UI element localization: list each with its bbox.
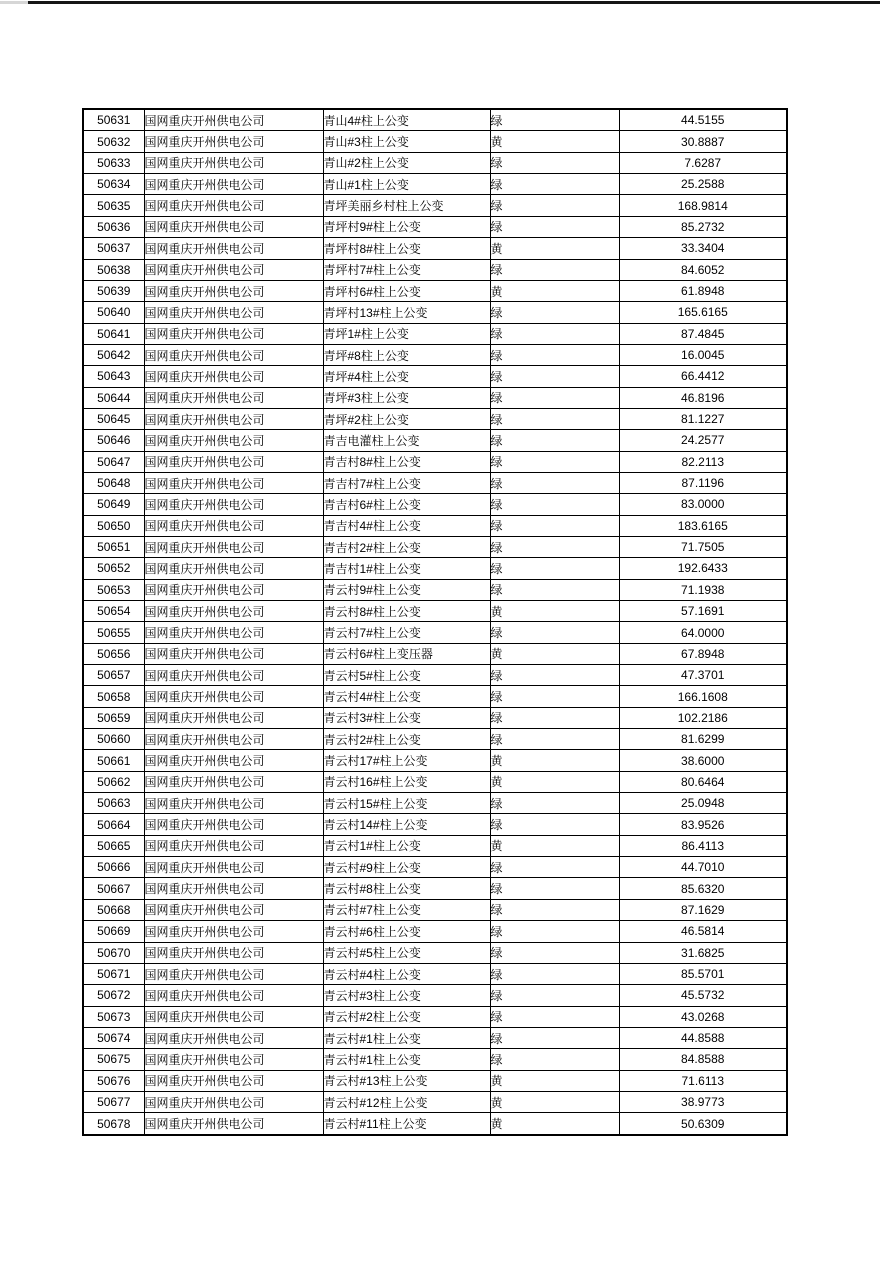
cell-status-color: 绿 (490, 985, 619, 1006)
cell-row-id: 50650 (83, 515, 144, 536)
cell-company-name: 国网重庆开州供电公司 (144, 857, 323, 878)
cell-row-id: 50664 (83, 814, 144, 835)
cell-status-color: 绿 (490, 323, 619, 344)
cell-load-value: 46.8196 (619, 387, 787, 408)
transformer-table-body (83, 109, 787, 1135)
cell-load-value: 16.0045 (619, 344, 787, 365)
cell-row-id: 50661 (83, 750, 144, 771)
cell-company-name: 国网重庆开州供电公司 (144, 152, 323, 173)
cell-load-value: 30.8887 (619, 131, 787, 152)
cell-row-id: 50663 (83, 793, 144, 814)
cell-transformer-name: 青云村#12柱上公变 (323, 1091, 490, 1112)
cell-transformer-name: 青吉村6#柱上公变 (323, 494, 490, 515)
cell-status-color: 绿 (490, 494, 619, 515)
cell-load-value: 86.4113 (619, 835, 787, 856)
cell-company-name: 国网重庆开州供电公司 (144, 131, 323, 152)
cell-status-color: 绿 (490, 707, 619, 728)
cell-status-color: 绿 (490, 408, 619, 429)
cell-status-color: 绿 (490, 302, 619, 323)
cell-row-id: 50645 (83, 408, 144, 429)
cell-company-name: 国网重庆开州供电公司 (144, 1091, 323, 1112)
cell-company-name: 国网重庆开州供电公司 (144, 793, 323, 814)
table-row (83, 835, 787, 856)
table-row (83, 622, 787, 643)
cell-company-name: 国网重庆开州供电公司 (144, 302, 323, 323)
cell-load-value: 84.8588 (619, 1049, 787, 1070)
cell-load-value: 25.2588 (619, 174, 787, 195)
cell-load-value: 31.6825 (619, 942, 787, 963)
cell-status-color: 绿 (490, 259, 619, 280)
cell-company-name: 国网重庆开州供电公司 (144, 622, 323, 643)
table-row (83, 174, 787, 195)
cell-row-id: 50674 (83, 1027, 144, 1048)
top-rule (28, 1, 880, 4)
table-row (83, 131, 787, 152)
cell-load-value: 87.1196 (619, 472, 787, 493)
cell-transformer-name: 青吉村2#柱上公变 (323, 536, 490, 557)
cell-company-name: 国网重庆开州供电公司 (144, 707, 323, 728)
cell-company-name: 国网重庆开州供电公司 (144, 238, 323, 259)
cell-transformer-name: 青山4#柱上公变 (323, 109, 490, 131)
cell-row-id: 50676 (83, 1070, 144, 1091)
cell-transformer-name: 青云村2#柱上公变 (323, 729, 490, 750)
cell-transformer-name: 青云村#8柱上公变 (323, 878, 490, 899)
cell-company-name: 国网重庆开州供电公司 (144, 323, 323, 344)
cell-company-name: 国网重庆开州供电公司 (144, 1027, 323, 1048)
cell-transformer-name: 青云村#7柱上公变 (323, 899, 490, 920)
table-container (82, 108, 788, 1136)
table-row (83, 451, 787, 472)
cell-company-name: 国网重庆开州供电公司 (144, 729, 323, 750)
cell-load-value: 44.5155 (619, 109, 787, 131)
cell-status-color: 绿 (490, 387, 619, 408)
cell-status-color: 绿 (490, 729, 619, 750)
cell-row-id: 50659 (83, 707, 144, 728)
table-row (83, 344, 787, 365)
cell-load-value: 61.8948 (619, 280, 787, 301)
cell-status-color: 绿 (490, 814, 619, 835)
cell-status-color: 绿 (490, 558, 619, 579)
table-row (83, 942, 787, 963)
table-row (83, 707, 787, 728)
cell-row-id: 50646 (83, 430, 144, 451)
table-row (83, 814, 787, 835)
cell-company-name: 国网重庆开州供电公司 (144, 366, 323, 387)
cell-status-color: 黄 (490, 1091, 619, 1112)
cell-status-color: 黄 (490, 750, 619, 771)
table-row (83, 238, 787, 259)
cell-load-value: 71.6113 (619, 1070, 787, 1091)
cell-load-value: 38.9773 (619, 1091, 787, 1112)
cell-transformer-name: 青吉村7#柱上公变 (323, 472, 490, 493)
table-row (83, 494, 787, 515)
cell-status-color: 绿 (490, 942, 619, 963)
cell-load-value: 85.6320 (619, 878, 787, 899)
table-row (83, 1027, 787, 1048)
cell-status-color: 黄 (490, 601, 619, 622)
cell-transformer-name: 青坪#8柱上公变 (323, 344, 490, 365)
cell-row-id: 50671 (83, 963, 144, 984)
cell-load-value: 44.8588 (619, 1027, 787, 1048)
cell-row-id: 50669 (83, 921, 144, 942)
cell-status-color: 黄 (490, 131, 619, 152)
cell-company-name: 国网重庆开州供电公司 (144, 942, 323, 963)
table-row (83, 259, 787, 280)
cell-status-color: 绿 (490, 622, 619, 643)
cell-row-id: 50634 (83, 174, 144, 195)
cell-row-id: 50665 (83, 835, 144, 856)
table-row (83, 921, 787, 942)
cell-status-color: 黄 (490, 643, 619, 664)
cell-transformer-name: 青吉村1#柱上公变 (323, 558, 490, 579)
cell-transformer-name: 青云村1#柱上公变 (323, 835, 490, 856)
cell-row-id: 50666 (83, 857, 144, 878)
cell-company-name: 国网重庆开州供电公司 (144, 536, 323, 557)
cell-row-id: 50667 (83, 878, 144, 899)
cell-company-name: 国网重庆开州供电公司 (144, 280, 323, 301)
cell-company-name: 国网重庆开州供电公司 (144, 195, 323, 216)
cell-status-color: 绿 (490, 515, 619, 536)
cell-row-id: 50672 (83, 985, 144, 1006)
cell-row-id: 50635 (83, 195, 144, 216)
cell-load-value: 7.6287 (619, 152, 787, 173)
cell-company-name: 国网重庆开州供电公司 (144, 472, 323, 493)
cell-load-value: 83.0000 (619, 494, 787, 515)
table-row (83, 985, 787, 1006)
cell-load-value: 82.2113 (619, 451, 787, 472)
cell-company-name: 国网重庆开州供电公司 (144, 963, 323, 984)
cell-company-name: 国网重庆开州供电公司 (144, 1049, 323, 1070)
table-row (83, 472, 787, 493)
cell-status-color: 绿 (490, 686, 619, 707)
cell-company-name: 国网重庆开州供电公司 (144, 835, 323, 856)
cell-transformer-name: 青坪村8#柱上公变 (323, 238, 490, 259)
table-row (83, 1006, 787, 1027)
table-row (83, 643, 787, 664)
cell-load-value: 45.5732 (619, 985, 787, 1006)
cell-company-name: 国网重庆开州供电公司 (144, 579, 323, 600)
cell-company-name: 国网重庆开州供电公司 (144, 1070, 323, 1091)
cell-row-id: 50657 (83, 665, 144, 686)
top-rule-lead (0, 1, 28, 4)
table-row (83, 430, 787, 451)
cell-load-value: 67.8948 (619, 643, 787, 664)
cell-load-value: 192.6433 (619, 558, 787, 579)
cell-status-color: 绿 (490, 963, 619, 984)
cell-transformer-name: 青山#1柱上公变 (323, 174, 490, 195)
cell-status-color: 绿 (490, 579, 619, 600)
cell-company-name: 国网重庆开州供电公司 (144, 558, 323, 579)
cell-status-color: 绿 (490, 536, 619, 557)
cell-load-value: 87.4845 (619, 323, 787, 344)
cell-company-name: 国网重庆开州供电公司 (144, 109, 323, 131)
cell-status-color: 绿 (490, 366, 619, 387)
cell-transformer-name: 青坪美丽乡村柱上公变 (323, 195, 490, 216)
cell-company-name: 国网重庆开州供电公司 (144, 921, 323, 942)
cell-status-color: 黄 (490, 238, 619, 259)
cell-status-color: 绿 (490, 451, 619, 472)
cell-row-id: 50640 (83, 302, 144, 323)
cell-row-id: 50639 (83, 280, 144, 301)
cell-company-name: 国网重庆开州供电公司 (144, 430, 323, 451)
cell-load-value: 84.6052 (619, 259, 787, 280)
cell-transformer-name: 青云村15#柱上公变 (323, 793, 490, 814)
cell-row-id: 50662 (83, 771, 144, 792)
table-row (83, 408, 787, 429)
cell-transformer-name: 青云村16#柱上公变 (323, 771, 490, 792)
cell-transformer-name: 青吉村4#柱上公变 (323, 515, 490, 536)
cell-transformer-name: 青云村#5柱上公变 (323, 942, 490, 963)
cell-status-color: 黄 (490, 1113, 619, 1135)
cell-row-id: 50652 (83, 558, 144, 579)
cell-load-value: 25.0948 (619, 793, 787, 814)
cell-load-value: 33.3404 (619, 238, 787, 259)
cell-status-color: 绿 (490, 152, 619, 173)
cell-status-color: 绿 (490, 109, 619, 131)
table-row (83, 793, 787, 814)
cell-company-name: 国网重庆开州供电公司 (144, 1113, 323, 1135)
cell-transformer-name: 青山#3柱上公变 (323, 131, 490, 152)
table-row (83, 323, 787, 344)
cell-transformer-name: 青坪#2柱上公变 (323, 408, 490, 429)
cell-load-value: 66.4412 (619, 366, 787, 387)
cell-row-id: 50631 (83, 109, 144, 131)
cell-company-name: 国网重庆开州供电公司 (144, 216, 323, 237)
cell-row-id: 50651 (83, 536, 144, 557)
cell-row-id: 50632 (83, 131, 144, 152)
table-row (83, 729, 787, 750)
cell-row-id: 50641 (83, 323, 144, 344)
cell-company-name: 国网重庆开州供电公司 (144, 408, 323, 429)
cell-load-value: 57.1691 (619, 601, 787, 622)
cell-transformer-name: 青云村3#柱上公变 (323, 707, 490, 728)
cell-status-color: 黄 (490, 1070, 619, 1091)
table-row (83, 216, 787, 237)
cell-status-color: 绿 (490, 878, 619, 899)
cell-company-name: 国网重庆开州供电公司 (144, 387, 323, 408)
cell-status-color: 绿 (490, 195, 619, 216)
cell-load-value: 38.6000 (619, 750, 787, 771)
cell-load-value: 46.5814 (619, 921, 787, 942)
table-row (83, 579, 787, 600)
table-row (83, 601, 787, 622)
cell-company-name: 国网重庆开州供电公司 (144, 985, 323, 1006)
table-row (83, 195, 787, 216)
cell-row-id: 50660 (83, 729, 144, 750)
cell-row-id: 50647 (83, 451, 144, 472)
cell-status-color: 绿 (490, 174, 619, 195)
cell-transformer-name: 青坪#3柱上公变 (323, 387, 490, 408)
cell-row-id: 50654 (83, 601, 144, 622)
cell-company-name: 国网重庆开州供电公司 (144, 515, 323, 536)
cell-transformer-name: 青云村#1柱上公变 (323, 1049, 490, 1070)
table-row (83, 750, 787, 771)
cell-row-id: 50637 (83, 238, 144, 259)
cell-load-value: 80.6464 (619, 771, 787, 792)
cell-company-name: 国网重庆开州供电公司 (144, 771, 323, 792)
cell-transformer-name: 青云村6#柱上变压器 (323, 643, 490, 664)
transformer-table (82, 108, 788, 1136)
cell-transformer-name: 青云村8#柱上公变 (323, 601, 490, 622)
cell-status-color: 黄 (490, 280, 619, 301)
cell-transformer-name: 青山#2柱上公变 (323, 152, 490, 173)
cell-transformer-name: 青云村#2柱上公变 (323, 1006, 490, 1027)
cell-load-value: 166.1608 (619, 686, 787, 707)
cell-row-id: 50649 (83, 494, 144, 515)
cell-transformer-name: 青吉电灌柱上公变 (323, 430, 490, 451)
cell-company-name: 国网重庆开州供电公司 (144, 665, 323, 686)
cell-transformer-name: 青云村#4柱上公变 (323, 963, 490, 984)
cell-row-id: 50642 (83, 344, 144, 365)
cell-transformer-name: 青云村7#柱上公变 (323, 622, 490, 643)
cell-row-id: 50638 (83, 259, 144, 280)
cell-status-color: 绿 (490, 665, 619, 686)
cell-status-color: 黄 (490, 771, 619, 792)
cell-row-id: 50673 (83, 1006, 144, 1027)
cell-row-id: 50648 (83, 472, 144, 493)
cell-status-color: 黄 (490, 835, 619, 856)
cell-row-id: 50675 (83, 1049, 144, 1070)
cell-load-value: 81.6299 (619, 729, 787, 750)
cell-load-value: 168.9814 (619, 195, 787, 216)
table-row (83, 515, 787, 536)
table-row (83, 899, 787, 920)
cell-company-name: 国网重庆开州供电公司 (144, 750, 323, 771)
cell-status-color: 绿 (490, 472, 619, 493)
cell-transformer-name: 青坪村7#柱上公变 (323, 259, 490, 280)
cell-company-name: 国网重庆开州供电公司 (144, 174, 323, 195)
cell-load-value: 83.9526 (619, 814, 787, 835)
cell-company-name: 国网重庆开州供电公司 (144, 344, 323, 365)
cell-company-name: 国网重庆开州供电公司 (144, 601, 323, 622)
table-row (83, 878, 787, 899)
cell-load-value: 44.7010 (619, 857, 787, 878)
cell-transformer-name: 青坪村9#柱上公变 (323, 216, 490, 237)
table-row (83, 771, 787, 792)
cell-row-id: 50678 (83, 1113, 144, 1135)
cell-company-name: 国网重庆开州供电公司 (144, 899, 323, 920)
cell-row-id: 50633 (83, 152, 144, 173)
cell-load-value: 81.1227 (619, 408, 787, 429)
cell-company-name: 国网重庆开州供电公司 (144, 878, 323, 899)
cell-status-color: 绿 (490, 857, 619, 878)
cell-transformer-name: 青云村#11柱上公变 (323, 1113, 490, 1135)
table-row (83, 857, 787, 878)
cell-row-id: 50670 (83, 942, 144, 963)
cell-transformer-name: 青坪村13#柱上公变 (323, 302, 490, 323)
cell-load-value: 85.5701 (619, 963, 787, 984)
cell-load-value: 71.1938 (619, 579, 787, 600)
cell-load-value: 47.3701 (619, 665, 787, 686)
cell-company-name: 国网重庆开州供电公司 (144, 494, 323, 515)
cell-company-name: 国网重庆开州供电公司 (144, 643, 323, 664)
cell-transformer-name: 青云村#13柱上公变 (323, 1070, 490, 1091)
cell-load-value: 43.0268 (619, 1006, 787, 1027)
cell-load-value: 50.6309 (619, 1113, 787, 1135)
cell-load-value: 165.6165 (619, 302, 787, 323)
cell-status-color: 绿 (490, 921, 619, 942)
cell-load-value: 183.6165 (619, 515, 787, 536)
cell-transformer-name: 青坪1#柱上公变 (323, 323, 490, 344)
table-row (83, 558, 787, 579)
table-row (83, 152, 787, 173)
cell-load-value: 64.0000 (619, 622, 787, 643)
cell-status-color: 绿 (490, 430, 619, 451)
cell-status-color: 绿 (490, 1049, 619, 1070)
table-row (83, 1049, 787, 1070)
table-row (83, 1091, 787, 1112)
cell-status-color: 绿 (490, 1006, 619, 1027)
cell-load-value: 102.2186 (619, 707, 787, 728)
table-row (83, 1070, 787, 1091)
cell-status-color: 绿 (490, 216, 619, 237)
cell-status-color: 绿 (490, 899, 619, 920)
cell-transformer-name: 青云村4#柱上公变 (323, 686, 490, 707)
cell-transformer-name: 青吉村8#柱上公变 (323, 451, 490, 472)
table-row (83, 665, 787, 686)
cell-load-value: 71.7505 (619, 536, 787, 557)
cell-transformer-name: 青坪村6#柱上公变 (323, 280, 490, 301)
table-row (83, 963, 787, 984)
cell-row-id: 50656 (83, 643, 144, 664)
cell-row-id: 50658 (83, 686, 144, 707)
cell-company-name: 国网重庆开州供电公司 (144, 451, 323, 472)
cell-load-value: 87.1629 (619, 899, 787, 920)
cell-company-name: 国网重庆开州供电公司 (144, 1006, 323, 1027)
cell-status-color: 绿 (490, 793, 619, 814)
cell-row-id: 50643 (83, 366, 144, 387)
cell-row-id: 50677 (83, 1091, 144, 1112)
cell-company-name: 国网重庆开州供电公司 (144, 814, 323, 835)
cell-status-color: 绿 (490, 344, 619, 365)
cell-transformer-name: 青云村17#柱上公变 (323, 750, 490, 771)
cell-company-name: 国网重庆开州供电公司 (144, 259, 323, 280)
cell-row-id: 50655 (83, 622, 144, 643)
cell-row-id: 50668 (83, 899, 144, 920)
cell-transformer-name: 青云村#1柱上公变 (323, 1027, 490, 1048)
cell-row-id: 50653 (83, 579, 144, 600)
cell-transformer-name: 青云村9#柱上公变 (323, 579, 490, 600)
cell-transformer-name: 青坪#4柱上公变 (323, 366, 490, 387)
table-row (83, 536, 787, 557)
table-row (83, 109, 787, 131)
cell-transformer-name: 青云村14#柱上公变 (323, 814, 490, 835)
cell-transformer-name: 青云村5#柱上公变 (323, 665, 490, 686)
cell-load-value: 85.2732 (619, 216, 787, 237)
table-row (83, 1113, 787, 1135)
cell-row-id: 50636 (83, 216, 144, 237)
table-row (83, 686, 787, 707)
table-row (83, 302, 787, 323)
cell-transformer-name: 青云村#6柱上公变 (323, 921, 490, 942)
cell-transformer-name: 青云村#3柱上公变 (323, 985, 490, 1006)
cell-status-color: 绿 (490, 1027, 619, 1048)
cell-company-name: 国网重庆开州供电公司 (144, 686, 323, 707)
cell-row-id: 50644 (83, 387, 144, 408)
table-row (83, 280, 787, 301)
cell-transformer-name: 青云村#9柱上公变 (323, 857, 490, 878)
table-row (83, 387, 787, 408)
table-row (83, 366, 787, 387)
cell-load-value: 24.2577 (619, 430, 787, 451)
